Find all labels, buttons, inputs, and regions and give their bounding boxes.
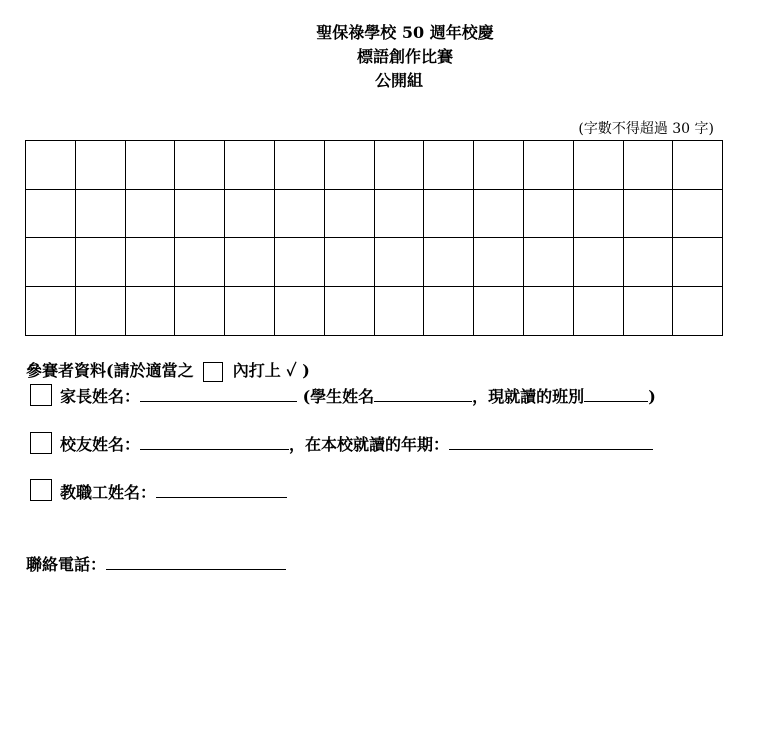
parent-name-label: 家長姓名：: [60, 387, 141, 406]
grid-cell[interactable]: [573, 287, 623, 336]
grid-cell[interactable]: [125, 287, 175, 336]
alumni-name-field[interactable]: [140, 433, 289, 450]
grid-cell[interactable]: [175, 238, 225, 287]
phone-label: 聯絡電話：: [26, 555, 107, 574]
title-line-3: 公開組: [374, 71, 423, 90]
grid-cell[interactable]: [673, 287, 723, 336]
title-line-1: 聖保祿學校 50 週年校慶: [316, 23, 494, 42]
grid-cell[interactable]: [673, 238, 723, 287]
alumni-years-field[interactable]: [449, 433, 653, 450]
grid-cell[interactable]: [474, 189, 524, 238]
grid-row: [26, 189, 723, 238]
grid-cell[interactable]: [673, 141, 723, 190]
grid-cell[interactable]: [374, 189, 424, 238]
class-field[interactable]: [584, 385, 648, 402]
grid-cell[interactable]: [523, 141, 573, 190]
staff-checkbox[interactable]: [30, 479, 52, 501]
grid-cell[interactable]: [175, 189, 225, 238]
participant-heading: [26, 361, 310, 382]
phone-field[interactable]: [106, 553, 286, 570]
parent-checkbox[interactable]: [30, 384, 52, 406]
parent-row-close: ): [648, 387, 656, 406]
grid-cell[interactable]: [573, 238, 623, 287]
grid-cell[interactable]: [175, 141, 225, 190]
staff-name-label: 教職工姓名：: [60, 483, 157, 502]
staff-row: [60, 481, 287, 503]
grid-cell[interactable]: [225, 189, 275, 238]
grid-cell[interactable]: [623, 141, 673, 190]
grid-cell[interactable]: [623, 189, 673, 238]
grid-cell[interactable]: [573, 189, 623, 238]
grid-cell[interactable]: [474, 287, 524, 336]
grid-cell[interactable]: [75, 189, 125, 238]
class-label: ，現就讀的班別: [472, 387, 585, 406]
grid-cell[interactable]: [26, 189, 76, 238]
grid-cell[interactable]: [274, 141, 324, 190]
grid-cell[interactable]: [324, 238, 374, 287]
grid-cell[interactable]: [75, 287, 125, 336]
grid-cell[interactable]: [75, 141, 125, 190]
participant-heading-tail: 內打上 ✓ ): [232, 361, 310, 380]
grid-cell[interactable]: [175, 287, 225, 336]
alumni-name-label: 校友姓名：: [60, 435, 141, 454]
parent-name-field[interactable]: [140, 385, 297, 402]
alumni-years-label: ，在本校就讀的年期：: [289, 435, 450, 454]
alumni-row: [60, 433, 653, 455]
grid-cell[interactable]: [274, 238, 324, 287]
grid-row: [26, 141, 723, 190]
title-line-2: 標語創作比賽: [356, 47, 453, 66]
slogan-writing-grid: [25, 140, 723, 336]
grid-cell[interactable]: [474, 141, 524, 190]
grid-cell[interactable]: [324, 287, 374, 336]
participant-heading-text: 參賽者資料(請於適當之: [26, 361, 194, 380]
grid-cell[interactable]: [374, 238, 424, 287]
grid-cell[interactable]: [623, 287, 673, 336]
alumni-checkbox[interactable]: [30, 432, 52, 454]
grid-row: [26, 238, 723, 287]
student-name-label: (學生姓名: [302, 387, 375, 406]
staff-name-field[interactable]: [156, 481, 287, 498]
contact-row: [26, 553, 286, 575]
grid-cell[interactable]: [523, 238, 573, 287]
grid-cell[interactable]: [75, 238, 125, 287]
grid-cell[interactable]: [125, 141, 175, 190]
grid-cell[interactable]: [424, 287, 474, 336]
grid-cell[interactable]: [623, 238, 673, 287]
grid-cell[interactable]: [374, 287, 424, 336]
grid-cell[interactable]: [424, 141, 474, 190]
grid-cell[interactable]: [26, 287, 76, 336]
grid-cell[interactable]: [274, 189, 324, 238]
sample-checkbox: [203, 362, 223, 382]
word-limit-note: (字數不得超過 30 字): [578, 121, 714, 137]
grid-cell[interactable]: [125, 189, 175, 238]
grid-cell[interactable]: [324, 141, 374, 190]
grid-cell[interactable]: [523, 287, 573, 336]
grid-cell[interactable]: [125, 238, 175, 287]
grid-cell[interactable]: [424, 238, 474, 287]
grid-cell[interactable]: [26, 141, 76, 190]
grid-row: [26, 287, 723, 336]
grid-cell[interactable]: [324, 189, 374, 238]
grid-cell[interactable]: [225, 287, 275, 336]
grid-cell[interactable]: [474, 238, 524, 287]
parent-row: [60, 385, 656, 407]
grid-cell[interactable]: [424, 189, 474, 238]
grid-cell[interactable]: [673, 189, 723, 238]
grid-cell[interactable]: [225, 238, 275, 287]
grid-cell[interactable]: [225, 141, 275, 190]
grid-cell[interactable]: [523, 189, 573, 238]
grid-cell[interactable]: [374, 141, 424, 190]
grid-cell[interactable]: [274, 287, 324, 336]
student-name-field[interactable]: [374, 385, 472, 402]
grid-cell[interactable]: [573, 141, 623, 190]
grid-cell[interactable]: [26, 238, 76, 287]
